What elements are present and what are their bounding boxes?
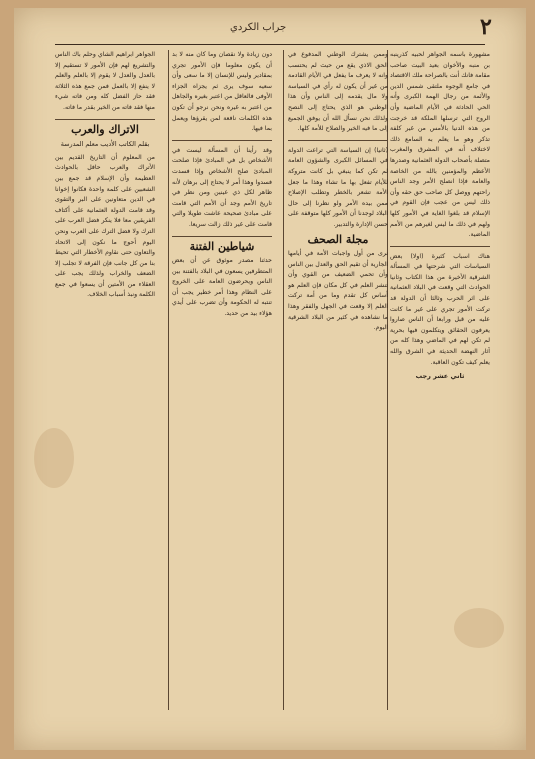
column-3-text: دون زيادة ولا نقصان وما كان منه لا بد أن يكون معلوما فإن الأمور تجري بمقادير وليس للإنسان إلا ما سعى وأن سعيه سوف يرى ثم يجزاه الجزاء الأوفى فالعاقل من اعتبر بغيره والجاهل من اعتبر به غيره ونحن نرجو أن تكون هذه الكلمات نافعة لمن يقرؤها ويعمل بما فيها. [172,51,272,133]
column-1-text-2: هناك اسباب كثيرة (اولا) بعض السياسات التي شرحتها في المسألة الشرقية الأخيرة من هذا الكتاب وثانيا الحوادث التي وقعت في البلاد العثمانية على اثر الحرب وثالثا أن الدولة قد تركت الأمور تجري على غير ما كانت عليه من قبل ورابعا أن الناس صاروا يعرفون الحقائق ويتكلمون فيها بحرية لم تكن لهم في الماضي وهذا كله من آثار النهضة الحديثة في الشرق والله يعلم كيف تكون العاقبة. [390,252,490,366]
section-divider [55,119,155,120]
column-divider [283,50,284,710]
article-column-3 [172,50,272,710]
column-1-text: مشهورة باسمه الجواهر لحبيه كذرينبه بن منبه والأخوان بعيد البيت صاحب مقامة فانك أنت بالصراحة ملك الاقتصاد في جامع الوجوه ملتقى شمس الدين والأئمة من رجال الهمة الكبرى وأنه الحي الحادثة في الأيام الماضية وأن الروح التي ترسلها الملكة قد خرجت من هذه الدنيا بالأمس من غير كلفة تذكر وهو ما يعلم به السامع ذلك لاختلاف أنه في المشرق والمغرب متصلة بأصحاب الدولة العثمانية وصدرها الأعظم والمؤمنين بالله من الخاصة والعامة فإذا انصلح الأمر وجد الناس راحتهم ووصل كل صاحب حق حقه وأن ذلك ليس من عجب فإن القوم في الإسلام قد بلغوا الغاية في الأمور كلها ولهم في ذلك ما ليس لغيرهم من الأمم الماضية. [390,51,490,239]
column-2-text-3: نرى من أول واجبات الأمة في أيامها الجارية أن تقيم الحق والعدل بين الناس وأن تحمي الضعيف من القوي وأن تنشر العلم في كل مكان فإن العلم هو أساس كل تقدم وما من أمة تركت العلم إلا وقعت في الجهل والفقر وهذا ما نشاهده في كثير من البلاد الشرقية اليوم. [288,250,388,332]
article-column-4 [55,50,155,710]
section-heading-devils: شياطين الفتنة [189,239,255,253]
article-heading-turks-arabs: الاتراك والعرب [71,122,139,136]
column-3-text-3: حدثنا مصدر موثوق عن أن بعض المتطرفين يسعون في البلاد بالفتنة بين الناس ويحرضون العامة على الخروج على النظام وهذا أمر خطير يجب أن تنتبه له الحكومة وأن تضرب على أيدي هؤلاء بيد من حديد. [172,257,272,318]
article-byline: بقلم الكاتب الأديب معلم المدرسة [60,140,150,149]
section-heading-press: مجلة الصحف [307,232,369,246]
article-column-1 [390,50,490,710]
section-divider [390,246,490,247]
column-4-text-2: من المعلوم أن التاريخ القديم بين الأتراك والعرب حافل بالحوادث العظيمة وأن الإسلام قد جمع بين الشعبين على كلمة واحدة فكانوا إخوانا في الدين متعاونين على البر والتقوى وقد قامت الدولة العثمانية على أكتاف الفريقين معا فلا ينكر فضل العرب على الترك ولا فضل الترك على العرب ونحن اليوم أحوج ما نكون إلى الاتحاد والتعاون حتى نقاوم الأخطار التي تحيط بنا من كل جانب فإن الفرقة لا تجلب إلا الضعف والخراب ولذلك يجب على العقلاء من الأمتين أن يسعوا في جمع الكلمة ونبذ أسباب الخلاف. [55,153,155,299]
column-2-text: وممن يشترك الوطني المدفوع في الحق الاذي يقع من حيث لم يحتسب وانه لا يعرف ما يفعل في الأيام القادمة من غير أن يكون له رأي في السياسة ولا مال يقدمه إلى الناس وأن هذا الوطني هو الذي يحتاج إلى النصح ولذلك نحن نسأل الله أن يوفق الجميع إلى ما فيه الخير والصلاح للأمة كلها. [288,51,388,133]
column-1-ending: ثاني عشر رجب [415,372,465,381]
column-2-text-2: (ثانيا) إن السياسة التي تراعت الدولة في المسائل الكبرى والشؤون العامة لم تكن كما ينبغي بل كانت متروكة للأيام تفعل بها ما تشاء وهذا ما جعل الأمة تشعر بالخطر وتطلب الإصلاح ممن بيده الأمر ولو نظرنا إلى حال البلاد لوجدنا أن الأمور كلها متوقفة على حسن الإدارة والتدبير. [288,146,388,228]
running-head: جراب الكردي [230,22,287,33]
column-3-text-2: وقد رأينا أن المسألة ليست في الأشخاص بل في المبادئ فإذا صلحت المبادئ صلح الأشخاص وإذا فسدت فسدوا وهذا أمر لا يحتاج إلى برهان لأنه ظاهر لكل ذي عينين ومن نظر في تاريخ الأمم وجد أن الأمم التي قامت على مبادئ صحيحة عاشت طويلا والتي قامت على غير ذلك زالت سريعا. [172,146,272,228]
header-rule [55,44,485,45]
page-number: ٢ [480,14,492,40]
article-column-2 [288,50,388,710]
section-divider [172,140,272,141]
column-4-text: الجواهر ابراهيم الشاي وحلم باك الناس والتشريع لهم فإن الأمور لا تستقيم إلا بالعدل والعدل لا يقوم إلا بالعلم والعلم لا ينفع إلا بالعمل فمن جمع هذه الثلاثة فقد حاز الفضل كله ومن فاته شيء منها فقد فاته من الخير بقدر ما فاته. [55,51,155,111]
column-divider [168,50,169,710]
section-divider [288,140,388,141]
section-divider [172,236,272,237]
